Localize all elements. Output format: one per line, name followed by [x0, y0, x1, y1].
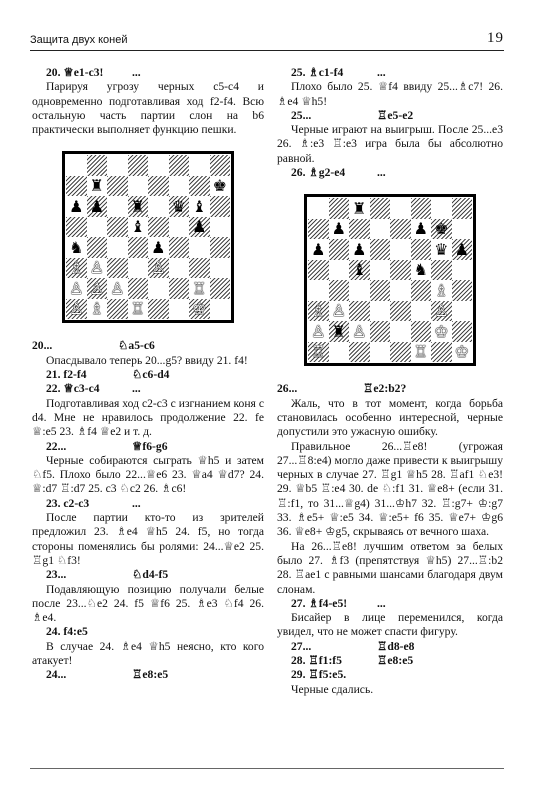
- move-line: [32, 66, 264, 80]
- commentary-paragraph: Подавляющую позицию получали белые после 23...♘e2 24. f5 ♕f6 25. ♗e3 ♘f4 26. ♗e4.: [32, 582, 264, 625]
- board-square: [169, 278, 190, 299]
- move-line: [32, 625, 264, 639]
- commentary-paragraph: Черные собираются сыграть ♕h5 и затем ♘f5. Плохо было 22...♕e6 23. ♕a4 ♕d7? 24. ♕:d7 ♖:d7 25. c3 ♘c2 26. ♗c6!: [32, 453, 264, 496]
- move-white: 22...: [46, 439, 67, 453]
- move-black: ...: [377, 596, 386, 610]
- board-square: [411, 280, 432, 301]
- commentary-paragraph: Плохо было 25. ♕f4 ввиду 25...♗c7! 26. ♗e4 ♕h5!: [277, 80, 503, 108]
- commentary-paragraph: Бисайер в лице переменился, когда увидел, что не может спасти фигуру.: [277, 611, 503, 639]
- board-square: [87, 176, 108, 197]
- board-square: [349, 301, 370, 322]
- black-piece: ♟: [311, 239, 326, 259]
- board-square: [169, 196, 190, 217]
- board-square: [128, 299, 149, 320]
- board-square: [308, 301, 329, 322]
- board-square: [87, 155, 108, 176]
- board-square: [370, 219, 391, 240]
- board-square: [452, 280, 473, 301]
- board-square: [431, 342, 452, 363]
- move-line: [32, 339, 264, 353]
- board-square: [431, 239, 452, 260]
- black-piece: ♟: [192, 217, 207, 237]
- board-square: [370, 198, 391, 219]
- black-piece: ♝: [130, 217, 145, 237]
- move-black: ♖e8:e5: [132, 668, 169, 682]
- black-piece: ♟: [89, 196, 104, 216]
- move-white: 22. ♕c3-c4: [46, 382, 100, 396]
- board-square: [148, 176, 169, 197]
- board-square: [411, 239, 432, 260]
- black-piece: ♞: [69, 237, 84, 257]
- move-white: 20...: [32, 339, 53, 353]
- board-square: [66, 299, 87, 320]
- commentary-paragraph: Опасдывало теперь 20...g5? ввиду 21. f4!: [46, 353, 248, 367]
- white-piece: ♙: [352, 321, 367, 341]
- board-square: [169, 217, 190, 238]
- move-white: 21. f2-f4: [46, 368, 87, 382]
- board-square: [390, 301, 411, 322]
- move-white: 26. ♗g2-e4: [291, 166, 346, 180]
- board-square: [66, 176, 87, 197]
- move-line: [277, 382, 503, 396]
- move-line: [277, 654, 503, 668]
- chapter-title: Защита двух коней: [30, 34, 128, 46]
- board-square: [370, 301, 391, 322]
- board-square: [431, 219, 452, 240]
- board-square: [329, 280, 350, 301]
- black-piece: ♟: [454, 239, 469, 259]
- board-square: [349, 342, 370, 363]
- white-piece: ♙: [69, 299, 84, 319]
- move-line: [277, 597, 503, 611]
- black-piece: ♛: [171, 196, 186, 216]
- move-black: ♖d8-e8: [377, 639, 415, 653]
- board-square: [128, 196, 149, 217]
- black-piece: ♝: [352, 260, 367, 280]
- board-square: [411, 198, 432, 219]
- page-number: 19: [487, 30, 504, 46]
- page-bottom-rule: [30, 768, 504, 769]
- board-square: [349, 198, 370, 219]
- commentary-paragraph: Парируя угрозу черных c5-c4 и одновременно подготавливая ход f2-f4. Всю остальную часть партии слон на b6 практически выполняет функцию пешки.: [32, 80, 264, 137]
- board-square: [329, 198, 350, 219]
- board-square: [411, 219, 432, 240]
- white-piece: ♖: [192, 278, 207, 298]
- board-square: [431, 260, 452, 281]
- white-piece: ♙: [311, 321, 326, 341]
- board-square: [210, 155, 231, 176]
- black-piece: ♜: [89, 176, 104, 196]
- black-piece: ♟: [69, 196, 84, 216]
- board-square: [390, 219, 411, 240]
- move-line: [277, 166, 503, 180]
- board-square: [210, 278, 231, 299]
- chess-diagram: [62, 151, 234, 323]
- chess-diagram-wrapper: [277, 194, 503, 366]
- black-piece: ♟: [151, 237, 166, 257]
- move-black: ...: [377, 166, 386, 180]
- move-black: ...: [132, 66, 141, 79]
- board-square: [87, 237, 108, 258]
- board-square: [87, 217, 108, 238]
- board-square: [189, 176, 210, 197]
- commentary-paragraph: После партии кто-то из зрителей предложил 23. ♗e4 ♕h5 24. f5, но тогда стороны поменялись бы ролями: 24...♕e2 25. ♖g1 ♘f3!: [32, 511, 264, 567]
- board-square: [308, 321, 329, 342]
- running-header: [30, 30, 504, 51]
- black-piece: ♞: [413, 260, 428, 280]
- white-piece: ♗: [434, 280, 449, 300]
- board-square: [66, 196, 87, 217]
- move-white: 20. ♕e1-c3!: [46, 66, 104, 79]
- white-piece: ♙: [69, 278, 84, 298]
- board-square: [107, 299, 128, 320]
- left-column: [32, 66, 264, 683]
- move-white: 25...: [291, 108, 312, 122]
- board-square: [308, 198, 329, 219]
- move-white: 27. ♗f4-e5!: [291, 596, 348, 610]
- board-square: [148, 155, 169, 176]
- move-black: ♖e8:e5: [377, 654, 414, 668]
- move-black: ♖e2:b2?: [363, 382, 407, 396]
- black-piece: ♜: [130, 196, 145, 216]
- move-white: 27...: [291, 639, 312, 653]
- board-square: [189, 217, 210, 238]
- board-square: [128, 258, 149, 279]
- black-piece: ♚: [434, 219, 449, 239]
- board-square: [329, 260, 350, 281]
- commentary-paragraph: Черные сдались.: [291, 682, 374, 696]
- board-square: [452, 219, 473, 240]
- white-piece: ♔: [192, 299, 207, 319]
- move-line: [32, 382, 264, 396]
- board-square: [210, 258, 231, 279]
- white-piece: ♙: [434, 301, 449, 321]
- board-square: [66, 237, 87, 258]
- board-square: [87, 299, 108, 320]
- board-square: [329, 219, 350, 240]
- board-square: [169, 258, 190, 279]
- move-line: [32, 668, 264, 682]
- move-black: ...: [132, 496, 141, 510]
- board-square: [329, 239, 350, 260]
- move-line: [32, 440, 264, 454]
- move-line: [277, 668, 503, 682]
- board-square: [87, 278, 108, 299]
- board-square: [452, 321, 473, 342]
- commentary-paragraph: Жаль, что в тот момент, когда борьба становилась особенно интересной, черные допустили это ужасную ошибку.: [277, 396, 503, 439]
- black-piece: ♛: [434, 239, 449, 259]
- chess-diagram: [304, 194, 476, 366]
- white-piece: ♙: [151, 258, 166, 278]
- board-square: [431, 198, 452, 219]
- board-square: [210, 176, 231, 197]
- board-square: [189, 278, 210, 299]
- board-square: [66, 217, 87, 238]
- move-white: 25. ♗c1-f4: [291, 66, 344, 79]
- board-square: [169, 299, 190, 320]
- board-square: [169, 237, 190, 258]
- board-square: [390, 280, 411, 301]
- board-square: [431, 321, 452, 342]
- white-piece: ♖: [130, 299, 145, 319]
- move-white: 23...: [46, 568, 67, 582]
- black-piece: ♚: [212, 176, 227, 196]
- board-square: [370, 321, 391, 342]
- board-square: [349, 260, 370, 281]
- board-square: [128, 278, 149, 299]
- black-piece: ♟: [331, 219, 346, 239]
- board-square: [189, 299, 210, 320]
- board-square: [411, 321, 432, 342]
- board-square: [329, 342, 350, 363]
- board-square: [107, 196, 128, 217]
- board-square: [308, 280, 329, 301]
- board-square: [452, 198, 473, 219]
- board-square: [189, 258, 210, 279]
- board-square: [390, 321, 411, 342]
- white-piece: ♗: [311, 301, 326, 321]
- white-piece: ♖: [413, 342, 428, 362]
- board-square: [390, 260, 411, 281]
- board-square: [107, 155, 128, 176]
- white-piece: ♖: [311, 342, 326, 362]
- board-square: [370, 260, 391, 281]
- board-square: [390, 239, 411, 260]
- board-square: [349, 239, 370, 260]
- board-square: [107, 278, 128, 299]
- board-square: [107, 217, 128, 238]
- board-square: [329, 301, 350, 322]
- commentary-paragraph: Черные играют на выигрыш. После 25...e3 26. ♗:e3 ♖:e3 игра была бы абсолютно равной.: [277, 123, 503, 165]
- move-black: ...: [132, 382, 141, 396]
- right-column: [277, 66, 503, 697]
- board-square: [128, 217, 149, 238]
- board-square: [66, 155, 87, 176]
- board-square: [128, 237, 149, 258]
- move-black: ♘a5-c6: [118, 339, 155, 353]
- board-square: [370, 342, 391, 363]
- board-square: [349, 280, 370, 301]
- board-square: [66, 278, 87, 299]
- board-square: [210, 299, 231, 320]
- board-square: [452, 260, 473, 281]
- board-square: [107, 258, 128, 279]
- black-piece: ♜: [352, 198, 367, 218]
- move-black: ♘d4-f5: [132, 568, 169, 582]
- move-line: [277, 640, 503, 654]
- move-black: ♕f6-g6: [132, 439, 168, 453]
- board-square: [411, 301, 432, 322]
- board-square: [370, 239, 391, 260]
- white-piece: ♔: [434, 321, 449, 341]
- board-square: [452, 342, 473, 363]
- board-square: [349, 321, 370, 342]
- move-line: [277, 109, 503, 123]
- board-square: [349, 219, 370, 240]
- board-square: [308, 342, 329, 363]
- move-white: 29. ♖f5:e5.: [291, 668, 347, 682]
- move-line: [32, 568, 264, 582]
- commentary-paragraph: Правильное 26...♖e8! (угрожая 27...♖8:e4) могло даже привести к выигрышу черных в случае 27. ♖g1 ♕h5 28. ♖af1 ♘e3! 29. ♕b5 ♖:e4 30. de ♘:f1 31. ♕e8+ (если 31. ♖:f1, то 31...♕g4) 31...♔h7 32. ♖:g7+ ♔:g7 33. ♗e5+ ♕:e5 34. ♕:e5+ f6 35. ♕e7+ ♔g6 36. ♕e8+ ♔g5, скрываясь от вечного шаха.: [277, 439, 503, 539]
- board-square: [452, 239, 473, 260]
- move-black: ♘c6-d4: [132, 368, 170, 382]
- move-line: [277, 66, 503, 80]
- board-square: [189, 155, 210, 176]
- move-white: 24...: [46, 668, 67, 682]
- board-square: [390, 342, 411, 363]
- commentary-paragraph: На 26...♖e8! лучшим ответом за белых было 27. ♗f3 (препятствуя ♕h5) 27...♖:b2 28. ♖ae1 с равными шансами благодаря двум слонам.: [277, 539, 503, 596]
- board-square: [308, 239, 329, 260]
- move-white: 28. ♖f1:f5: [291, 654, 342, 668]
- white-piece: ♗: [69, 258, 84, 278]
- board-square: [107, 237, 128, 258]
- board-square: [431, 280, 452, 301]
- move-line: [32, 368, 264, 382]
- black-piece: ♟: [413, 219, 428, 239]
- board-square: [210, 217, 231, 238]
- board-square: [148, 258, 169, 279]
- move-line: [32, 497, 264, 511]
- black-piece: ♜: [331, 321, 346, 341]
- board-square: [390, 198, 411, 219]
- board-square: [210, 237, 231, 258]
- board-square: [411, 260, 432, 281]
- board-square: [148, 278, 169, 299]
- board-square: [308, 260, 329, 281]
- white-piece: ♙: [110, 278, 125, 298]
- board-square: [452, 301, 473, 322]
- board-square: [128, 155, 149, 176]
- commentary-paragraph: Подготавливая ход c2-c3 с изгнанием коня с d4. Мне не нравилось продолжение 22. fe ♕:e5 23. ♗f4 ♕e2 и т. д.: [32, 396, 264, 439]
- board-square: [189, 237, 210, 258]
- board-square: [148, 217, 169, 238]
- white-piece: ♙: [89, 278, 104, 298]
- move-black: ...: [377, 66, 386, 79]
- white-piece: ♔: [454, 342, 469, 362]
- board-square: [431, 301, 452, 322]
- board-square: [107, 176, 128, 197]
- white-piece: ♙: [331, 301, 346, 321]
- board-square: [148, 196, 169, 217]
- black-piece: ♝: [192, 196, 207, 216]
- white-piece: ♗: [89, 299, 104, 319]
- board-square: [169, 155, 190, 176]
- black-piece: ♟: [352, 239, 367, 259]
- move-white: 23. c2-c3: [46, 496, 90, 510]
- board-square: [66, 258, 87, 279]
- board-square: [128, 176, 149, 197]
- board-square: [169, 176, 190, 197]
- move-white: 24. f4:e5: [46, 625, 88, 639]
- board-square: [370, 280, 391, 301]
- board-square: [329, 321, 350, 342]
- board-square: [189, 196, 210, 217]
- board-square: [210, 196, 231, 217]
- board-square: [148, 299, 169, 320]
- white-piece: ♙: [89, 258, 104, 278]
- board-square: [411, 342, 432, 363]
- board-square: [148, 237, 169, 258]
- board-square: [87, 196, 108, 217]
- chess-diagram-wrapper: [32, 151, 264, 323]
- move-white: 26...: [277, 382, 298, 396]
- move-black: ♖e5-e2: [377, 108, 414, 122]
- board-square: [308, 219, 329, 240]
- commentary-paragraph: В случае 24. ♗e4 ♕h5 неясно, кто кого атакует!: [32, 639, 264, 668]
- board-square: [87, 258, 108, 279]
